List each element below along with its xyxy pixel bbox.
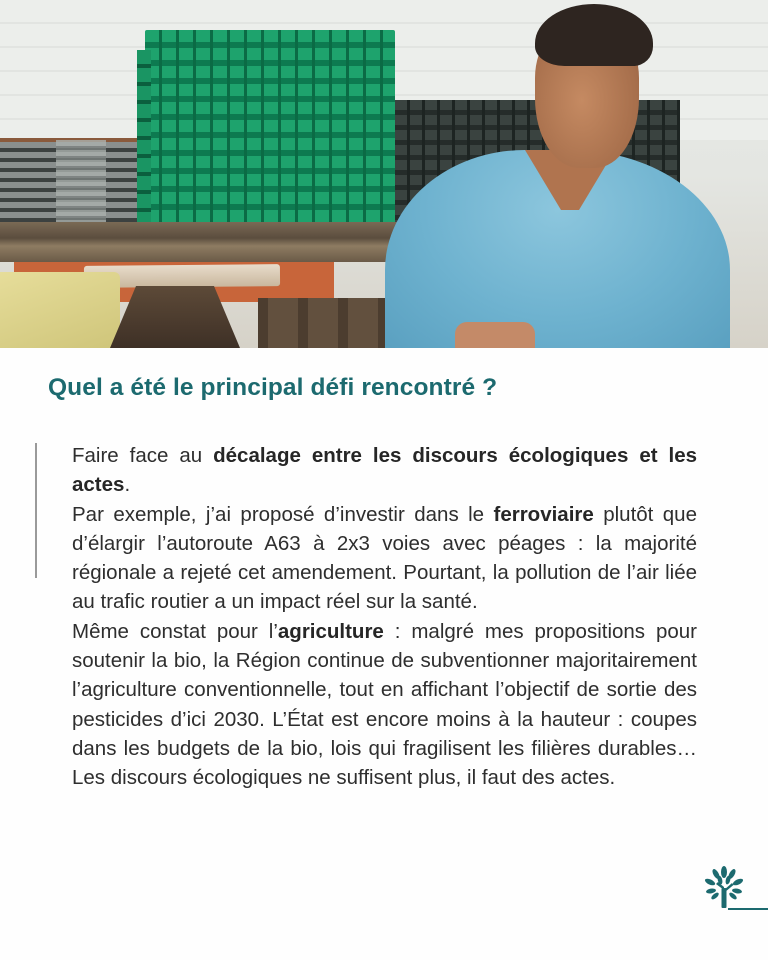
answer-text-segment: Par exemple, j’ai proposé d’investir dans le <box>72 502 494 526</box>
answer-paragraph <box>72 617 697 793</box>
answer-emphasis: décalage entre les discours écologiques et les actes <box>72 444 697 497</box>
answer-paragraph <box>72 500 697 617</box>
photo-yellow-bin <box>0 272 120 348</box>
answer-text <box>72 441 697 793</box>
photo-man-hands <box>455 322 535 348</box>
answer-emphasis: agriculture <box>277 619 384 643</box>
photo-green-crates <box>145 30 395 230</box>
answer-text-segment: Même constat pour l’ <box>72 619 278 643</box>
answer-paragraph <box>72 441 697 500</box>
answer-text-segment: : malgré mes propositions pour soutenir la bio, la Région continue de subventionner majoritairement l’agriculture conventionnelle, tout en affichant l’objectif de sortie des pesticides d’ici 2030. L’État est encore moins à la hauteur : coupes dans les budgets de la bio, lois qui fragilisent les filières durables… Les discours écologiques ne suffisent plus, il faut des actes. <box>72 619 697 790</box>
quote-bar <box>35 443 37 578</box>
answer-text-segment: . <box>124 473 131 497</box>
answer-emphasis: ferroviaire <box>493 502 594 526</box>
question-heading: Quel a été le principal défi rencontré ? <box>48 374 498 401</box>
tree-icon <box>702 866 746 910</box>
photo-grey-crates-light <box>56 140 106 226</box>
hero-photo <box>0 0 768 348</box>
answer-text-segment: Faire face au <box>72 444 214 467</box>
answer-text-segment: plutôt que d’élargir l’autoroute A63 à 2x3 voies avec péages : la majorité régionale a rejeté cet amendement. Pourtant, la pollution de l’air liée au trafic routier a un impact réel sur la santé. <box>72 502 697 614</box>
logo-underline <box>728 908 768 910</box>
